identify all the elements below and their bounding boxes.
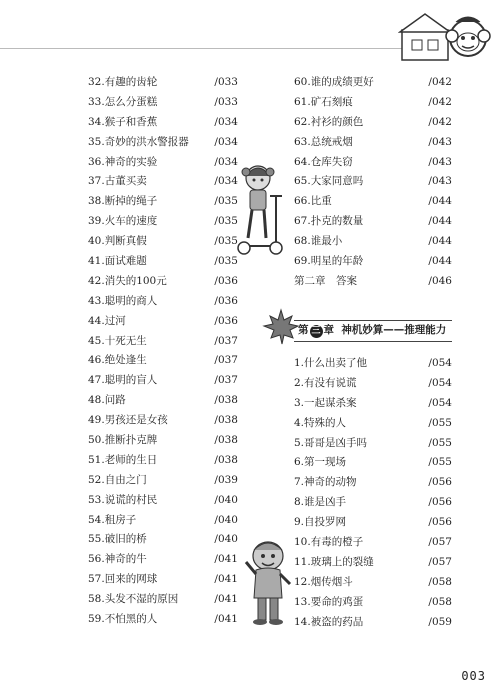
toc-entry-page: /040 [214, 533, 238, 546]
toc-entry [88, 590, 238, 610]
toc-entry-title: 37.古董买卖 [88, 175, 147, 188]
toc-entry [294, 172, 452, 192]
toc-entry [88, 93, 238, 113]
toc-entry-page: /043 [428, 175, 452, 188]
toc-entry [88, 133, 238, 153]
toc-entry-title: 40.判断真假 [88, 235, 147, 248]
toc-entry-page: /057 [428, 536, 452, 549]
toc-entry-title: 59.不怕黑的人 [88, 613, 158, 626]
toc-entry [88, 312, 238, 332]
toc-entry-title: 54.租房子 [88, 513, 137, 526]
toc-entry-title: 58.头发不湿的原因 [88, 593, 179, 606]
toc-entry-page: /054 [428, 357, 452, 369]
toc-entry [88, 491, 238, 511]
toc-entry-title: 38.断掉的绳子 [88, 195, 158, 208]
toc-entry-page: /043 [428, 135, 452, 148]
toc-entry-page: /058 [428, 575, 452, 588]
toc-entry [294, 93, 452, 113]
toc-entry-page: /042 [428, 95, 452, 108]
toc-entry-page: /056 [428, 496, 452, 509]
toc-list-right-bottom [294, 354, 452, 632]
toc-entry-title: 57.回来的网球 [88, 573, 158, 586]
toc-entry-page: /043 [428, 155, 452, 168]
toc-entry-page: /037 [214, 334, 238, 347]
toc-entry-title: 62.衬衫的颜色 [294, 115, 364, 128]
toc-entry-page: /038 [214, 394, 238, 407]
toc-entry-title: 48.问路 [88, 394, 126, 407]
toc-entry [88, 411, 238, 431]
toc-entry-page: /033 [214, 95, 238, 108]
toc-entry-title: 34.猴子和香蕉 [88, 115, 158, 128]
toc-entry [88, 113, 238, 133]
chapter-prefix: 第 [298, 324, 309, 336]
toc-entry-title: 第二章 答案 [294, 274, 357, 287]
toc-entry-page: /038 [214, 414, 238, 427]
toc-entry-title: 14.被盗的药品 [294, 615, 364, 628]
toc-entry-page: /034 [214, 115, 238, 128]
toc-entry [294, 394, 452, 414]
toc-entry-page: /056 [428, 476, 452, 489]
toc-entry-page: /042 [428, 115, 452, 128]
monkey-cartoon-icon [398, 8, 494, 64]
toc-entry-title: 55.破旧的桥 [88, 533, 147, 546]
toc-entry-title: 2.有没有说谎 [294, 376, 357, 389]
toc-entry-title: 10.有毒的橙子 [294, 536, 364, 549]
toc-entry-page: /054 [428, 376, 452, 389]
cartoon-character-illustration [244, 538, 292, 626]
toc-entry-page: /037 [214, 354, 238, 367]
toc-entry-page: /036 [214, 274, 238, 287]
toc-entry-title: 66.比重 [294, 195, 332, 208]
toc-entry-title: 63.总统戒烟 [294, 135, 353, 148]
toc-entry-page: /041 [214, 593, 238, 606]
toc-entry [88, 153, 238, 173]
toc-entry [88, 530, 238, 550]
toc-entry-title: 43.聪明的商人 [88, 294, 158, 307]
toc-entry-title: 44.过河 [88, 314, 126, 327]
toc-entry-title: 11.玻璃上的裂缝 [294, 555, 374, 568]
toc-entry [294, 354, 452, 374]
toc-entry-title: 65.大家同意吗 [294, 175, 364, 188]
toc-entry [294, 473, 452, 493]
toc-entry [88, 391, 238, 411]
toc-entry-page: /041 [214, 613, 238, 626]
toc-entry [88, 192, 238, 212]
toc-entry-title: 12.烟传烟斗 [294, 575, 353, 588]
toc-entry-page: /038 [214, 434, 238, 447]
chapter-title: 神机妙算——推理能力 [341, 324, 447, 336]
toc-entry-page: /036 [214, 314, 238, 327]
toc-entry-title: 5.哥哥是凶手吗 [294, 436, 368, 449]
toc-entry [88, 332, 238, 352]
toc-entry [294, 232, 452, 252]
toc-entry-page: /033 [214, 76, 238, 88]
toc-entry-page: /044 [428, 255, 452, 268]
toc-entry-page: /038 [214, 453, 238, 466]
toc-entry [88, 431, 238, 451]
toc-entry [294, 113, 452, 133]
girl-with-scooter-illustration [236, 160, 286, 256]
toc-entry [294, 573, 452, 593]
toc-entry-title: 7.神奇的动物 [294, 476, 357, 489]
chapter-heading-text [298, 320, 446, 340]
toc-entry [88, 292, 238, 312]
toc-entry [294, 593, 452, 613]
toc-entry-page: /059 [428, 615, 452, 628]
toc-entry-page: /042 [428, 76, 452, 88]
toc-entry [88, 371, 238, 391]
toc-entry [88, 172, 238, 192]
toc-entry-title: 36.神奇的实验 [88, 155, 158, 168]
toc-entry [294, 212, 452, 232]
toc-entry-title: 64.仓库失窃 [294, 155, 353, 168]
toc-entry-title: 45.十死无生 [88, 334, 147, 347]
chapter-suffix: 章 [323, 324, 334, 336]
toc-entry [88, 570, 238, 590]
toc-entry-page: /055 [428, 436, 452, 449]
toc-entry-title: 50.推断扑克牌 [88, 434, 158, 447]
toc-entry-page: /035 [214, 235, 238, 248]
toc-entry-title: 1.什么出卖了他 [294, 357, 368, 369]
page-number: 003 [461, 669, 486, 683]
toc-entry-title: 6.第一现场 [294, 456, 347, 469]
toc-entry [88, 73, 238, 93]
toc-entry [294, 414, 452, 434]
toc-entry-page: /058 [428, 595, 452, 608]
toc-entry [294, 73, 452, 93]
toc-entry [294, 493, 452, 513]
toc-entry-page: /054 [428, 396, 452, 409]
toc-entry-title: 68.谁最小 [294, 235, 343, 248]
toc-entry [88, 471, 238, 491]
toc-entry [294, 374, 452, 394]
toc-entry-page: /044 [428, 215, 452, 228]
toc-entry-page: /044 [428, 235, 452, 248]
toc-entry-title: 42.消失的100元 [88, 274, 167, 287]
toc-entry [88, 272, 238, 292]
toc-entry-page: /056 [428, 516, 452, 529]
toc-entry-page: /034 [214, 135, 238, 148]
toc-entry-title: 52.自由之门 [88, 473, 147, 486]
toc-entry [88, 232, 238, 252]
toc-entry-title: 69.明星的年龄 [294, 255, 364, 268]
toc-entry-title: 39.火车的速度 [88, 215, 158, 228]
toc-list-left [88, 73, 238, 630]
toc-entry [88, 212, 238, 232]
toc-entry-title: 41.面试难题 [88, 255, 147, 268]
toc-entry-title: 33.怎么分蛋糕 [88, 95, 158, 108]
toc-entry-title: 53.说谎的村民 [88, 493, 158, 506]
toc-entry [88, 351, 238, 371]
toc-entry [294, 252, 452, 272]
toc-entry-title: 61.矿石刻痕 [294, 95, 353, 108]
toc-entry-page: /037 [214, 374, 238, 387]
toc-entry [294, 553, 452, 573]
toc-entry [294, 533, 452, 553]
toc-entry-title: 9.自投罗网 [294, 516, 347, 529]
toc-entry [88, 451, 238, 471]
toc-entry-page: /046 [428, 274, 452, 287]
toc-entry [88, 511, 238, 531]
toc-entry [294, 513, 452, 533]
toc-entry-page: /034 [214, 175, 238, 188]
toc-entry-page: /035 [214, 215, 238, 228]
toc-entry [88, 550, 238, 570]
toc-entry [294, 192, 452, 212]
toc-entry-page: /034 [214, 155, 238, 168]
toc-list-right-top [294, 73, 452, 292]
toc-entry-page: /055 [428, 416, 452, 429]
toc-entry-page: /055 [428, 456, 452, 469]
chapter-heading [262, 316, 462, 344]
toc-entry-page: /044 [428, 195, 452, 208]
toc-entry [294, 453, 452, 473]
toc-entry-title: 32.有趣的齿轮 [88, 76, 158, 88]
header-rule [0, 48, 402, 49]
toc-entry-page: /039 [214, 473, 238, 486]
toc-entry-page: /035 [214, 195, 238, 208]
toc-entry [294, 153, 452, 173]
toc-entry-title: 46.绝处逢生 [88, 354, 147, 367]
toc-entry-page: /041 [214, 573, 238, 586]
toc-entry-title: 60.谁的成绩更好 [294, 76, 374, 88]
toc-entry [294, 272, 452, 292]
toc-entry [88, 610, 238, 630]
toc-entry-title: 51.老师的生日 [88, 453, 158, 466]
toc-entry [294, 613, 452, 633]
toc-entry [294, 133, 452, 153]
chapter-number: 三 [311, 326, 321, 336]
toc-entry-page: /036 [214, 294, 238, 307]
toc-entry-title: 8.谁是凶手 [294, 496, 347, 509]
toc-entry-title: 4.特殊的人 [294, 416, 347, 429]
toc-entry-page: /040 [214, 513, 238, 526]
toc-entry-page: /035 [214, 255, 238, 268]
toc-entry [294, 434, 452, 454]
toc-entry-page: /041 [214, 553, 238, 566]
toc-entry-title: 35.奇妙的洪水警报器 [88, 135, 189, 148]
toc-entry-page: /057 [428, 555, 452, 568]
toc-entry [88, 252, 238, 272]
toc-entry-title: 67.扑克的数量 [294, 215, 364, 228]
toc-entry-title: 47.聪明的盲人 [88, 374, 158, 387]
toc-entry-page: /040 [214, 493, 238, 506]
toc-entry-title: 3.一起谋杀案 [294, 396, 357, 409]
toc-entry-title: 13.要命的鸡蛋 [294, 595, 364, 608]
toc-entry-title: 56.神奇的牛 [88, 553, 147, 566]
toc-entry-title: 49.男孩还是女孩 [88, 414, 168, 427]
